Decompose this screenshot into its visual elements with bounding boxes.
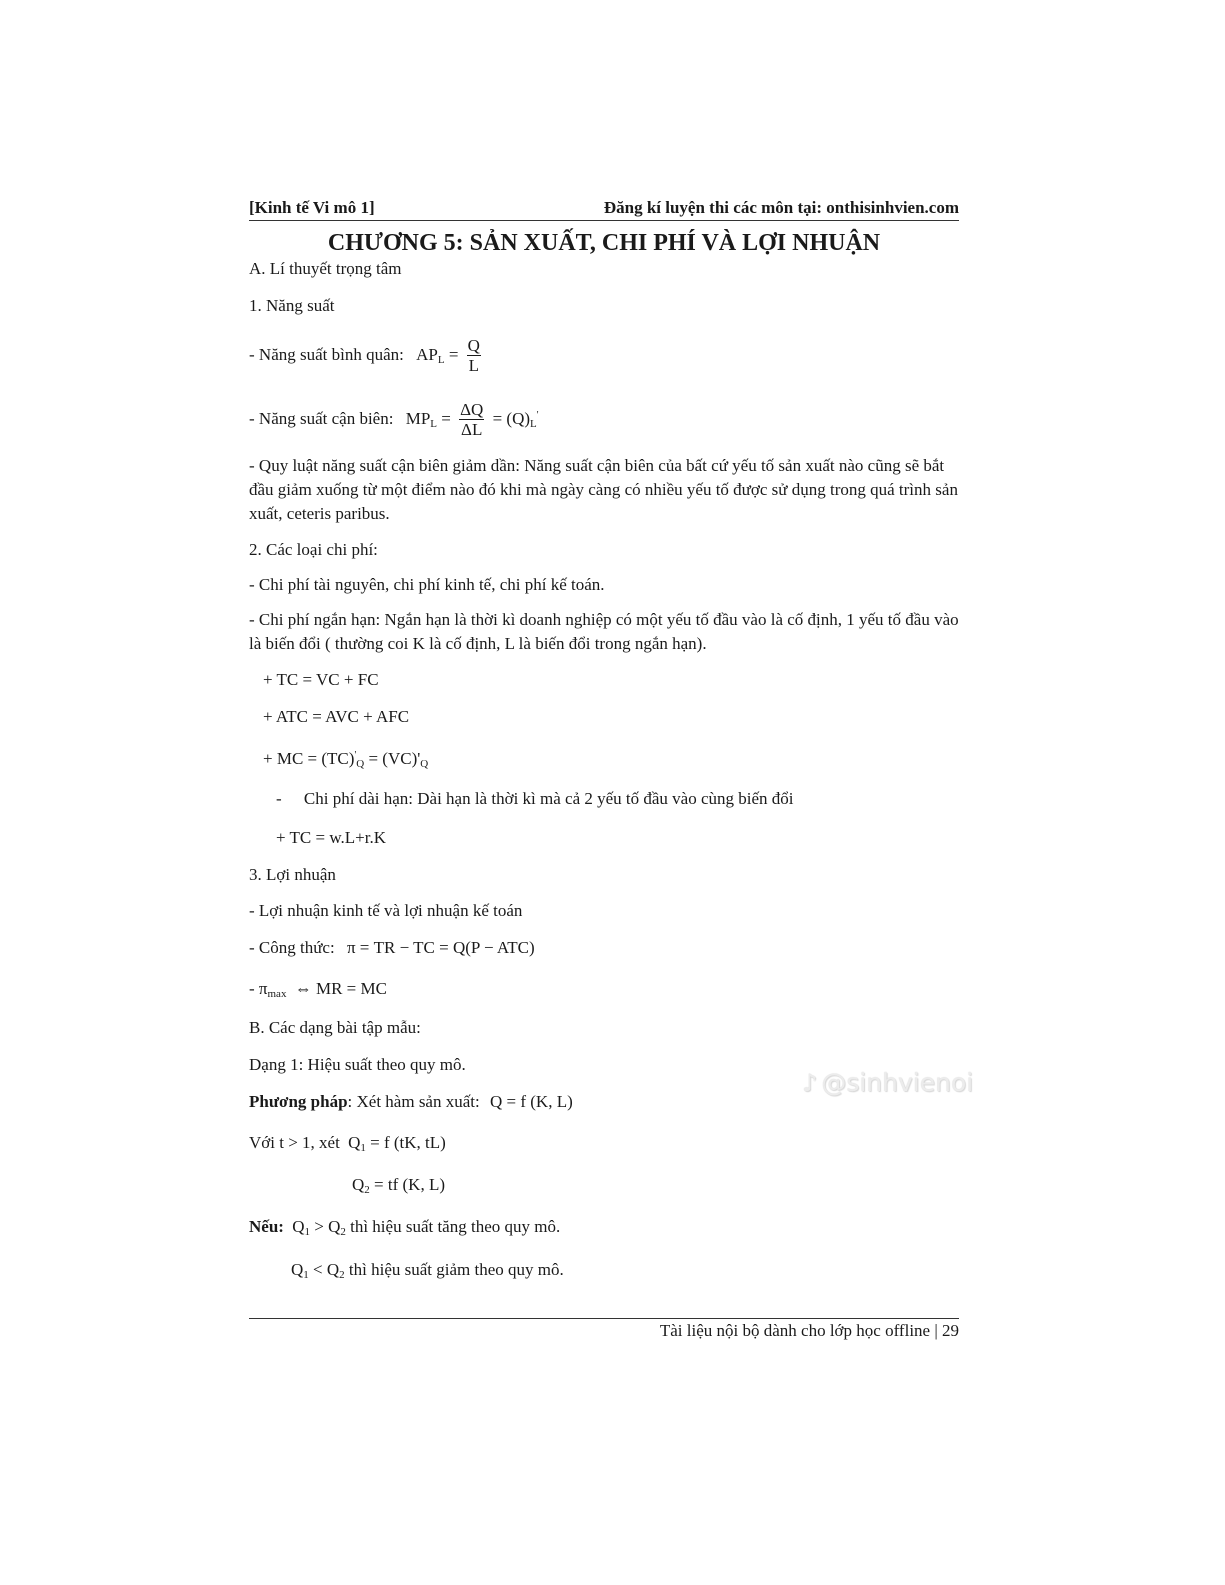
long-run-dash: - [276,789,282,808]
mp-formula-line: - Năng suất cận biên: $MP_L$ = $\frac{\Delta Q}{\Delta L}$ = $(Q)_L'$ [249,400,539,440]
q1-formula: $Q_1 = f$ (tK, tL) [348,1133,446,1154]
formula-mc: + MC = $(TC)'_Q = (VC)'_Q$ [263,749,429,770]
mp-lhs: $MP_L$ [405,409,438,430]
profit-types: - Lợi nhuận kinh tế và lợi nhuận kế toán [249,901,523,920]
mp-rhs: $(Q)_L'$ [506,409,539,430]
section-a-heading: A. Lí thuyết trọng tâm [249,259,402,278]
header-right: Đăng kí luyện thi các môn tại: onthisinhvien.com [603,198,959,217]
watermark-text: @sinhvienoi [821,1068,974,1097]
law-paragraph: - Quy luật năng suất cận biên giảm dần: Năng suất cận biên của bất cứ yếu tố sản xuất nào cũng sẽ bắt đầu giảm xuống từ một điểm nào đó khi mà ngày càng có nhiều yếu tố được sử dụng trong quá trình sản xuất, ceteris paribus. [249,456,958,523]
ap-fraction: $\frac{Q}{L}$ [467,336,480,376]
condition-increasing: Nếu: $Q_1 > Q_2$ thì hiệu suất tăng theo quy mô. [249,1217,561,1238]
header-rule [249,220,959,221]
mp-label: - Năng suất cận biên: [249,409,394,428]
mp-fraction: $\frac{\Delta Q}{\Delta L}$ [460,400,484,440]
long-run-text: Chi phí dài hạn: Dài hạn là thời kì mà cả 2 yếu tố đầu vào cùng biến đổi [303,789,794,808]
header-left: [Kinh tế Vi mô 1] [249,198,375,217]
profit-formula-line: - Công thức: π = TR − TC = Q(P − ATC) [249,938,535,957]
s3-heading: 3. Lợi nhuận [249,865,336,884]
tiktok-icon: ♪ [802,1068,818,1097]
condition-decreasing: $Q_1 < Q_2$ thì hiệu suất giảm theo quy mô. [291,1260,564,1281]
with-t-line: Với t > 1, xét $Q_1 = f$ (tK, tL) [249,1133,446,1154]
formula-tc-long: + TC = w.L+r.K [276,828,386,847]
ap-lhs: $AP_L$ [416,345,445,366]
ap-label: - Năng suất bình quân: [249,345,404,364]
page-header [249,198,959,218]
watermark [802,1068,973,1097]
footer-rule [249,1318,959,1319]
q2-formula: $Q_2$ = tf (K, L) [352,1175,445,1196]
section-b-heading: B. Các dạng bài tập mẫu: [249,1018,421,1037]
chapter-title: CHƯƠNG 5: SẢN XUẤT, CHI PHÍ VÀ LỢI NHUẬN [327,230,881,256]
dang1-title: Dạng 1: Hiệu suất theo quy mô. [249,1055,466,1074]
short-run-paragraph: - Chi phí ngắn hạn: Ngắn hạn là thời kì doanh nghiệp có một yếu tố đầu vào là cố định, 1 yếu tố đầu vào là biến đổi ( thường coi K là cố định, L là biến đổi trong ngắn hạn). [249,610,959,653]
long-run-item [276,789,794,809]
profit-max-line: - $\pi_{max}$ ⇔ MR = MC [249,979,387,1000]
page-footer: Tài liệu nội bộ dành cho lớp học offline | 29 [659,1321,959,1340]
ap-formula-line: - Năng suất bình quân: $AP_L$ = $\frac{Q}{L}$ [249,336,480,376]
formula-atc: + ATC = AVC + AFC [263,707,410,726]
s1-heading: 1. Năng suất [249,296,335,315]
s2-heading: 2. Các loại chi phí: [249,540,378,559]
production-function: Q = f (K, L) [489,1092,573,1111]
profit-formula: π = TR − TC = Q(P − ATC) [346,938,535,957]
formula-tc: + TC = VC + FC [263,670,379,689]
cost-types: - Chi phí tài nguyên, chi phí kinh tế, chi phí kế toán. [249,575,605,594]
method-line: Phương pháp: Xét hàm sản xuất: Q = f (K, L) [249,1092,573,1111]
